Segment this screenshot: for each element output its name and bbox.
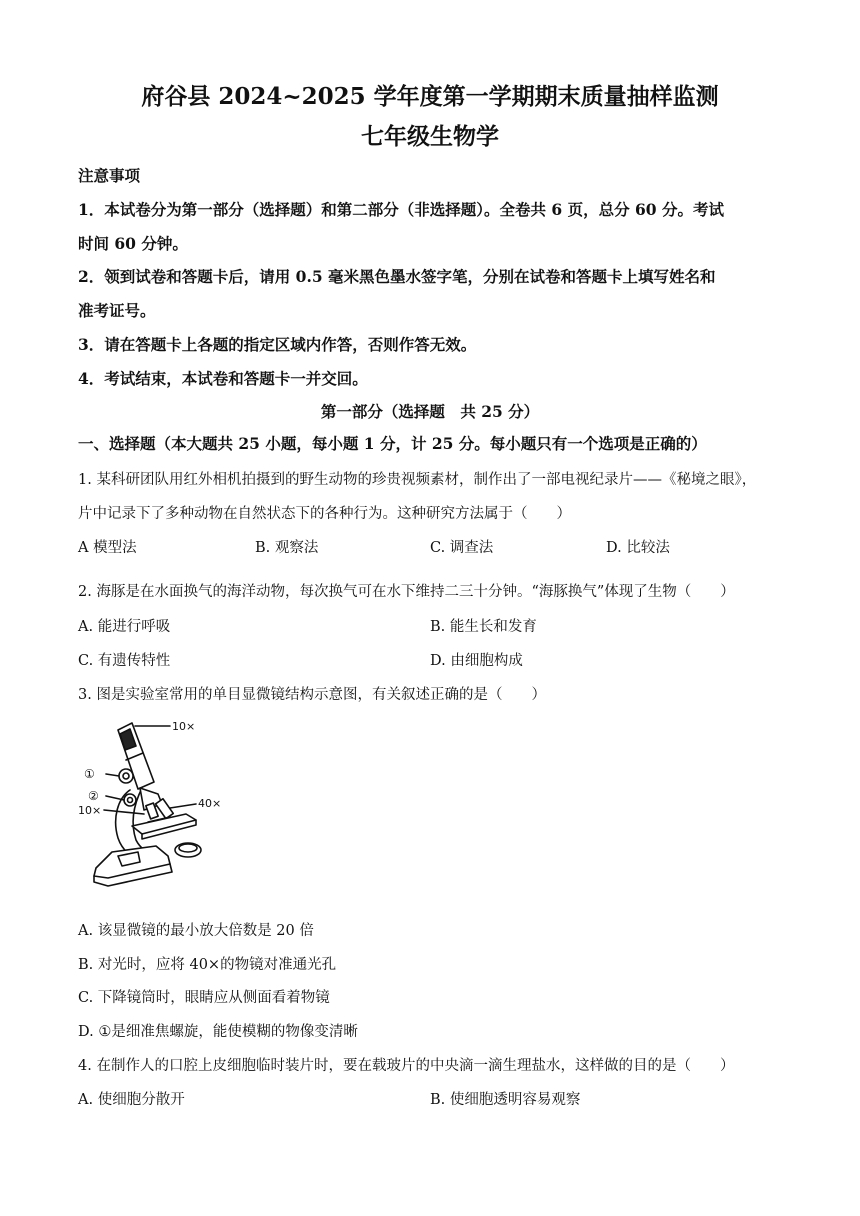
label-eyepiece: 10× (172, 720, 196, 733)
q4-option-b: B. 使细胞透明容易观察 (430, 1092, 581, 1108)
label-objective-high: 40× (198, 797, 222, 810)
q1-stem-line-1: 1. 某科研团队用红外相机拍摄到的野生动物的珍贵视频素材，制作出了一部电视纪录片——《秘境之眼》， (78, 472, 757, 488)
exam-subtitle: 七年级生物学 (361, 123, 499, 150)
notice-item-1-line-1: 1．本试卷分为第一部分（选择题）和第二部分（非选择题）。全卷共 6 页，总分 60 分。考试 (78, 200, 724, 219)
q1-stem-line-2: 片中记录下了多种动物在自然状态下的各种行为。这种研究方法属于（ ） (78, 506, 571, 522)
notice-item-1-line-2: 时间 60 分钟。 (78, 234, 188, 253)
q3-option-d: D. ①是细准焦螺旋，能使模糊的物像变清晰 (78, 1024, 358, 1040)
q3-option-a: A. 该显微镜的最小放大倍数是 20 倍 (78, 923, 314, 939)
notice-item-2-line-2: 准考证号。 (78, 301, 156, 320)
q4-option-a: A. 使细胞分散开 (78, 1092, 185, 1108)
q4-stem: 4. 在制作人的口腔上皮细胞临时装片时，要在载玻片的中央滴一滴生理盐水，这样做的目的是（ ） (78, 1058, 735, 1074)
label-part-2: ② (88, 789, 99, 803)
q3-stem: 3. 图是实验室常用的单目显微镜结构示意图，有关叙述正确的是（ ） (78, 687, 546, 703)
q1-option-b: B. 观察法 (255, 540, 319, 556)
notice-item-3: 3．请在答题卡上各题的指定区域内作答，否则作答无效。 (78, 335, 477, 354)
q1-option-c: C. 调查法 (430, 540, 494, 556)
q3-option-c: C. 下降镜筒时，眼睛应从侧面看着物镜 (78, 990, 330, 1006)
notice-heading: 注意事项 (78, 166, 141, 185)
microscope-figure (78, 718, 228, 893)
q2-stem: 2. 海豚是在水面换气的海洋动物，每次换气可在水下维持二三十分钟。“海豚换气”体现了生物（ ） (78, 584, 735, 600)
q1-option-d: D. 比较法 (606, 540, 670, 556)
part1-heading: 第一部分（选择题 共 25 分） (320, 402, 540, 421)
q1-option-a: A 模型法 (78, 540, 137, 556)
q2-option-c: C. 有遗传特性 (78, 653, 171, 669)
q2-option-b: B. 能生长和发育 (430, 619, 537, 635)
section-heading: 一、选择题（本大题共 25 小题，每小题 1 分，计 25 分。每小题只有一个选项是正确的） (78, 434, 707, 453)
notice-item-2-line-1: 2．领到试卷和答题卡后，请用 0.5 毫米黑色墨水签字笔，分别在试卷和答题卡上填写姓名和 (78, 267, 716, 286)
label-objective-low: 10× (78, 804, 102, 817)
exam-title: 府谷县 2024~2025 学年度第一学期期末质量抽样监测 (141, 83, 719, 110)
q2-option-d: D. 由细胞构成 (430, 653, 523, 669)
q2-option-a: A. 能进行呼吸 (78, 619, 171, 635)
notice-item-4: 4．考试结束，本试卷和答题卡一并交回。 (78, 369, 368, 388)
label-part-1: ① (84, 767, 95, 781)
microscope-illustration (78, 718, 228, 893)
q3-option-b: B. 对光时，应将 40×的物镜对准通光孔 (78, 957, 337, 973)
